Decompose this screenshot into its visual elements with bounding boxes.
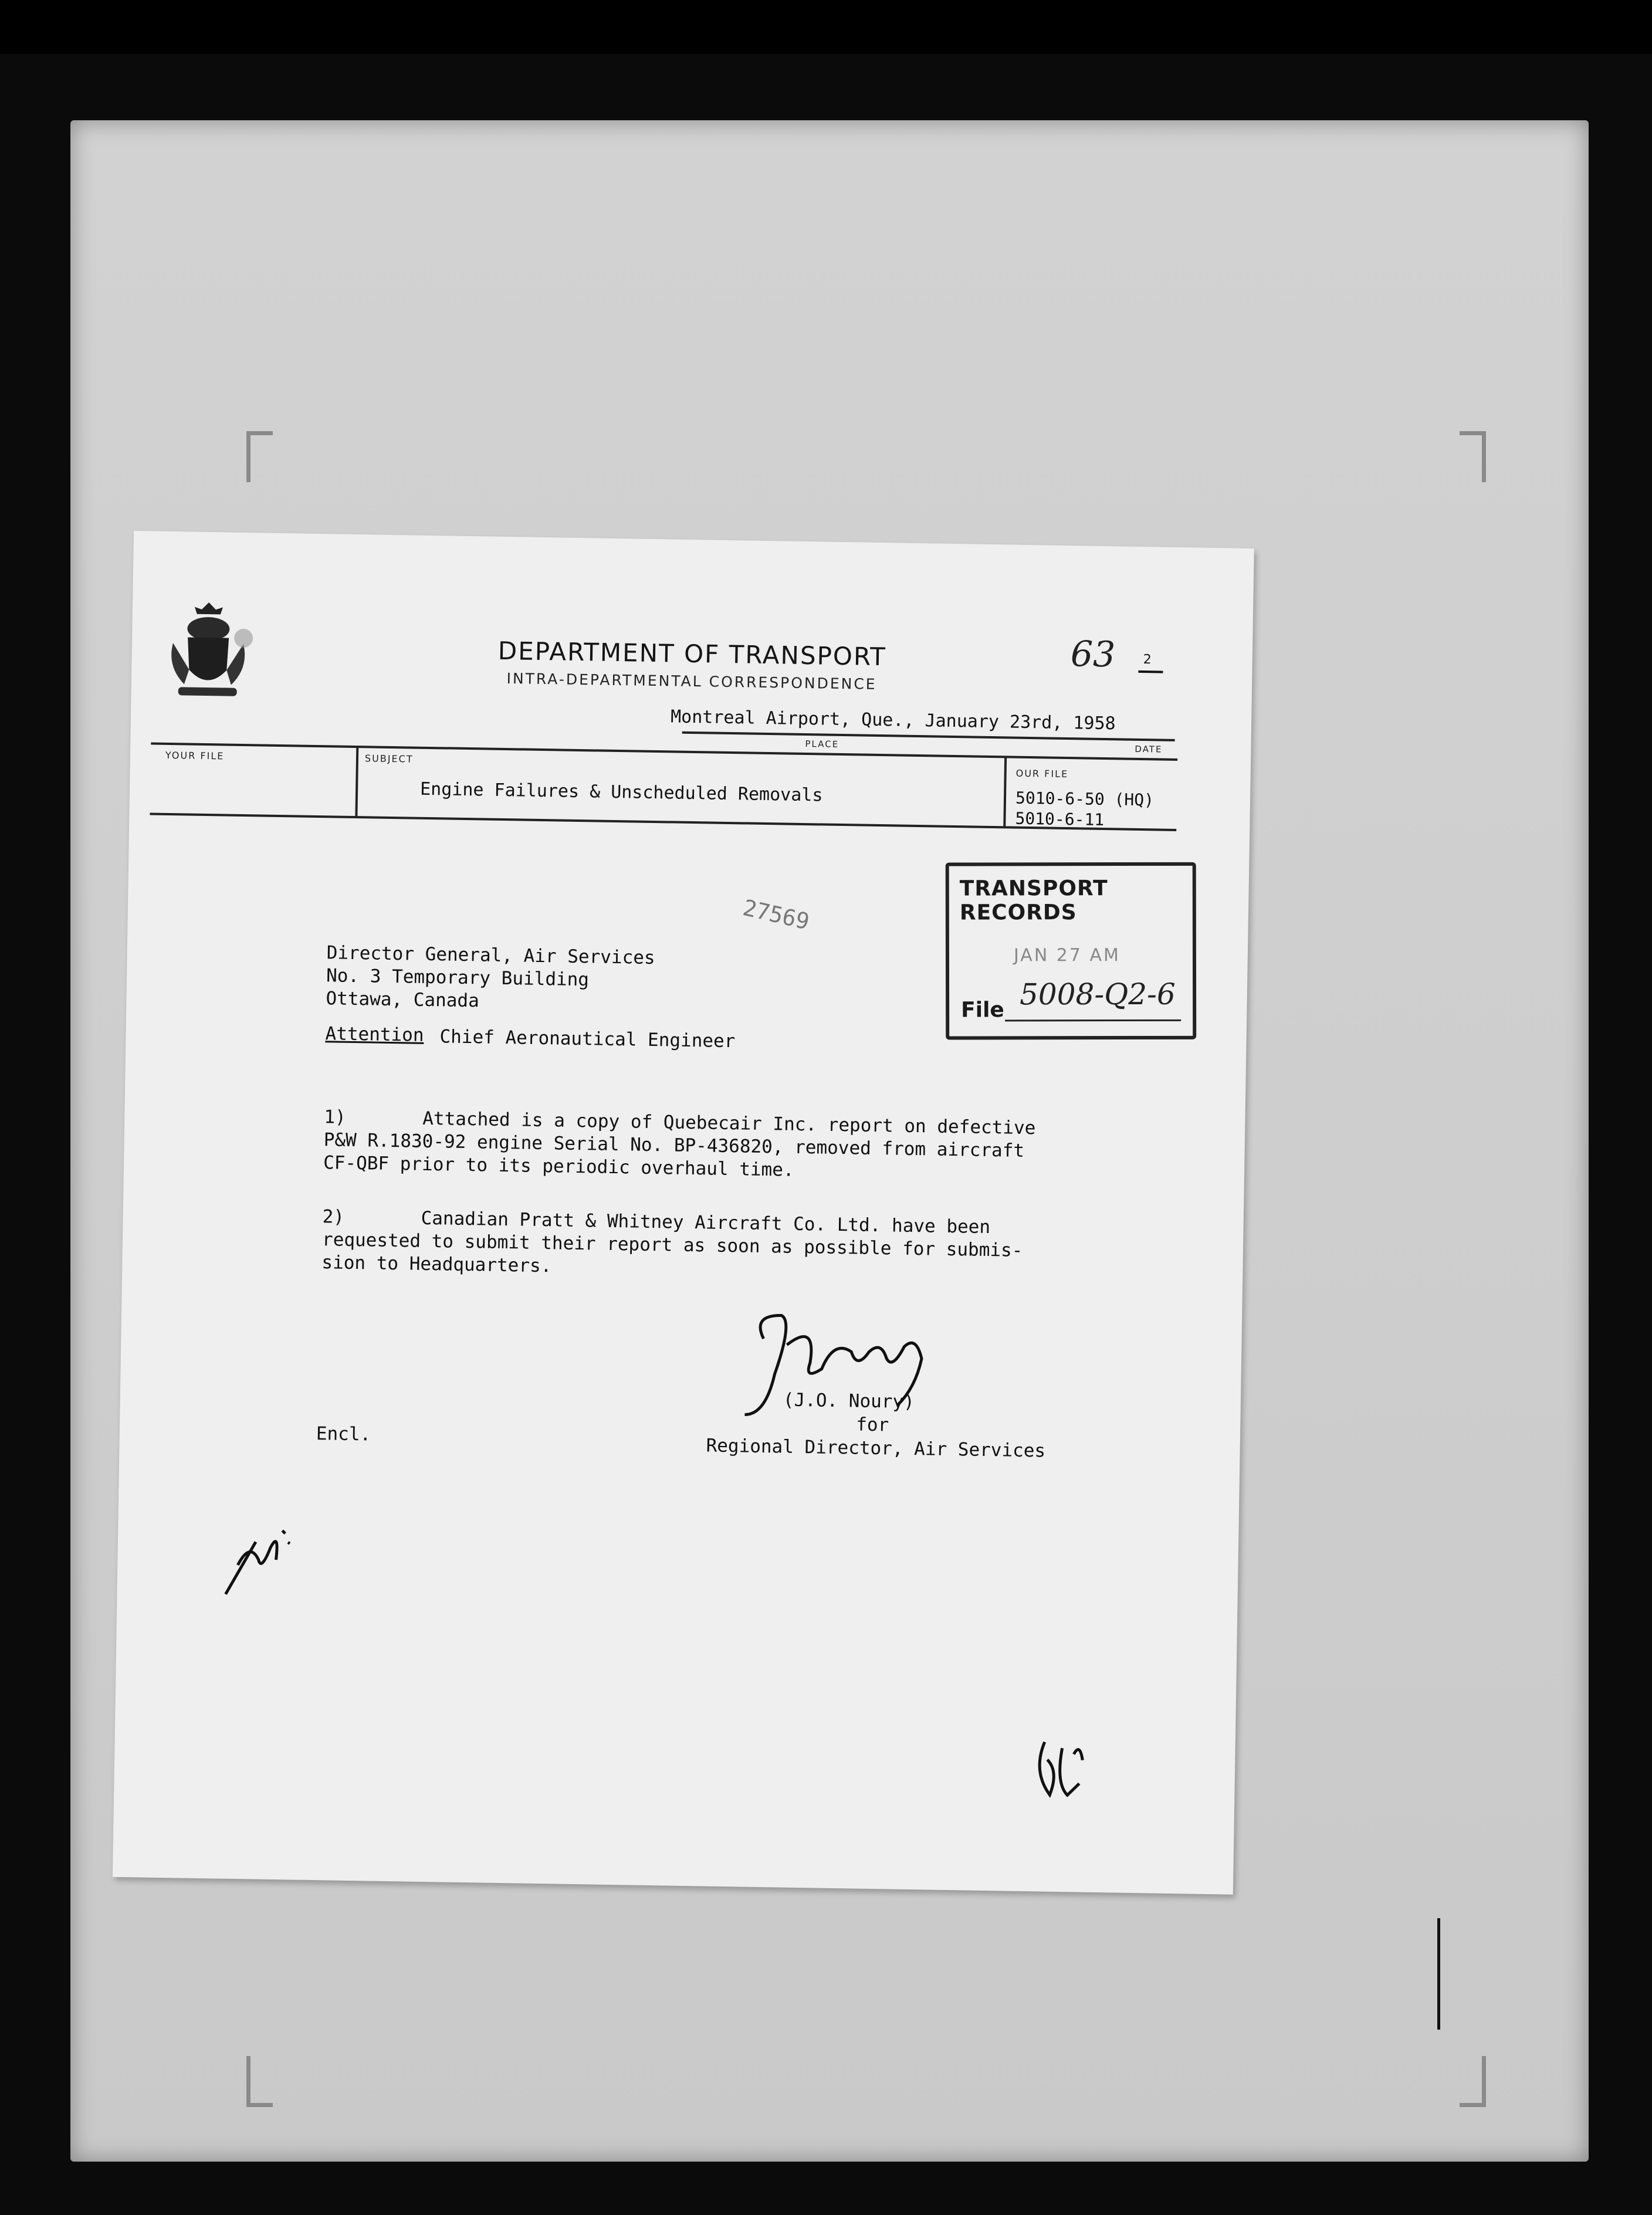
address-line: Ottawa, Canada <box>326 988 480 1012</box>
attention-label: Attention <box>325 1023 424 1046</box>
body-paragraph-2: 2) Canadian Pratt & Whitney Aircraft Co. Ltd. have been requested to submit their report as soon as possible for submis- sion to Headquarters. <box>321 1206 1023 1277</box>
crop-mark-bottom-right <box>1460 2056 1486 2107</box>
our-file-label: OUR FILE <box>1015 767 1069 780</box>
stamp-date: JAN 27 AM <box>1013 945 1120 966</box>
our-file-number: 5010-6-11 <box>1015 808 1105 830</box>
stamp-title: TRANSPORT RECORDS <box>959 876 1108 925</box>
subject-text: Engine Failures & Unscheduled Removals <box>419 778 823 806</box>
film-top-border <box>0 0 1652 54</box>
address-line: Director General, Air Services <box>326 942 655 969</box>
place-date-line: Montreal Airport, Que., January 23rd, 1958 <box>670 706 1116 734</box>
enclosure-note: Encl. <box>316 1423 371 1445</box>
correspondence-subtitle: INTRA-DEPARTMENTAL CORRESPONDENCE <box>506 670 877 693</box>
stamp-file-label: File <box>961 998 1004 1022</box>
file-box-divider <box>355 747 358 817</box>
department-title: DEPARTMENT OF TRANSPORT <box>497 636 887 672</box>
file-box-divider <box>1003 757 1007 827</box>
signatory-title: Regional Director, Air Services <box>706 1435 1046 1462</box>
attention-value: Chief Aeronautical Engineer <box>439 1026 736 1052</box>
date-label: DATE <box>1135 743 1163 755</box>
signatory-name: (J.O. Noury) <box>783 1389 915 1413</box>
recipient-address <box>326 941 655 1015</box>
crop-mark-top-left <box>246 431 273 482</box>
our-file-number: 5010-6-50 (HQ) <box>1015 788 1155 810</box>
subject-label: SUBJECT <box>364 753 414 765</box>
file-box-top-rule <box>151 743 1177 761</box>
body-paragraph-1: 1) Attached is a copy of Quebecair Inc. report on defective P&W R.1830-92 engine Serial No. BP-436820, removed from aircraft CF-QBF prior to its periodic overhaul time. <box>323 1106 1036 1181</box>
stamp-file-rule <box>1005 1020 1181 1022</box>
place-label: PLACE <box>805 739 839 750</box>
signatory-for: for <box>855 1414 889 1436</box>
handwritten-page-mark: 63 <box>1070 634 1116 676</box>
margin-rule <box>1437 1918 1440 2030</box>
address-line: No. 3 Temporary Building <box>326 965 590 991</box>
stamp-file-number: 5008-Q2-6 <box>1020 977 1176 1012</box>
handwritten-initials <box>214 1506 297 1601</box>
your-file-label: YOUR FILE <box>165 749 225 762</box>
handwritten-initials <box>1026 1736 1098 1807</box>
page-number: 2 <box>1138 652 1163 673</box>
record-number: 27569 <box>740 895 812 935</box>
transport-records-stamp <box>946 862 1197 1040</box>
letter-page <box>113 531 1254 1895</box>
crop-mark-bottom-left <box>246 2056 273 2107</box>
crop-mark-top-right <box>1460 431 1486 482</box>
